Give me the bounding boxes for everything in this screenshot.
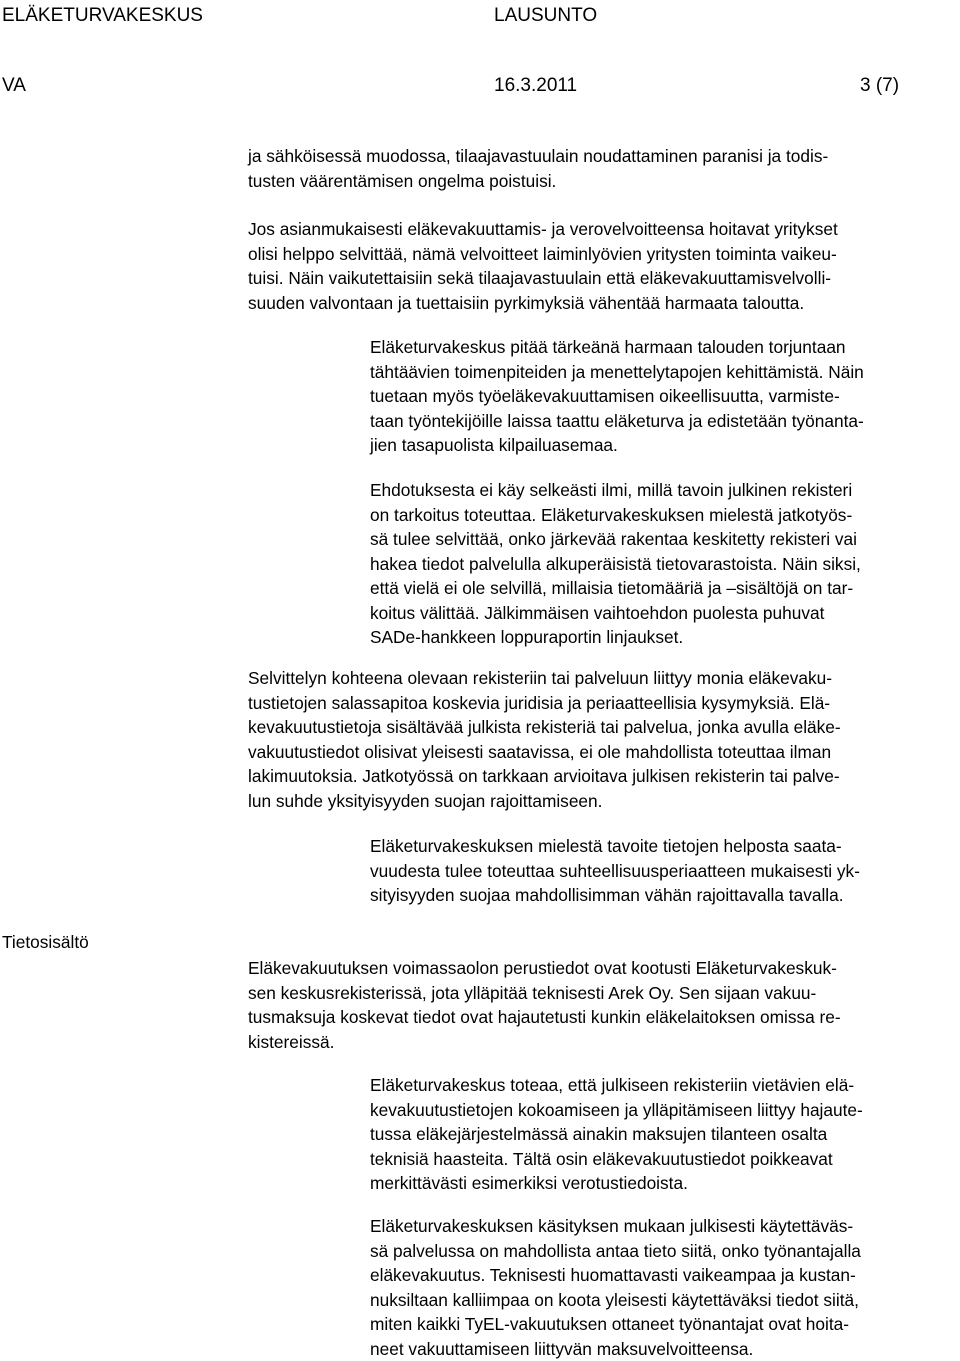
paragraph-line: tustietojen salassapitoa koskevia juridisia ja periaatteellisia kysymyksiä. Elä- xyxy=(248,691,841,716)
paragraph-line: tusmaksuja koskevat tiedot ovat hajautetusti kunkin eläkelaitoksen omissa re- xyxy=(248,1005,841,1030)
paragraph-line: hakea tiedot palvelulla alkuperäisistä tietovarastoista. Näin siksi, xyxy=(370,552,861,577)
paragraph-line: Jos asianmukaisesti eläkevakuuttamis- ja verovelvoitteensa hoitavat yritykset xyxy=(248,217,838,242)
paragraph-line: Eläketurvakeskuksen mielestä tavoite tietojen helposta saata- xyxy=(370,834,860,859)
header-author: VA xyxy=(2,75,26,97)
paragraph-line: että vielä ei ole selvillä, millaisia tietomääriä ja –sisältöjä on tar- xyxy=(370,576,861,601)
paragraph-line: taan työntekijöille laissa taattu eläketurva ja edistetään työnanta- xyxy=(370,409,864,434)
paragraph-line: vakuutustiedot olisivat yleisesti saatavissa, ei ole mahdollista toteuttaa ilman xyxy=(248,740,841,765)
paragraph-line: sä tulee selvittää, onko järkevää rakentaa keskitetty rekisteri vai xyxy=(370,527,861,552)
paragraph-line: ja sähköisessä muodossa, tilaajavastuulain noudattaminen paranisi ja todis- xyxy=(248,144,828,169)
paragraph xyxy=(248,666,841,813)
paragraph xyxy=(248,956,841,1054)
paragraph-line: lakimuutoksia. Jatkotyössä on tarkkaan arvioitava julkisen rekisterin tai palve- xyxy=(248,764,841,789)
side-heading: Tietosisältö xyxy=(2,931,89,953)
paragraph-indented xyxy=(370,335,864,458)
paragraph-line: eläkevakuutus. Teknisesti huomattavasti vaikeampaa ja kustan- xyxy=(370,1263,861,1288)
paragraph-line: merkittävästi esimerkiksi verotustiedoista. xyxy=(370,1171,863,1196)
paragraph-line: lun suhde yksityisyyden suojan rajoittamiseen. xyxy=(248,789,841,814)
paragraph-line: vuudesta tulee toteuttaa suhteellisuusperiaatteen mukaisesti yk- xyxy=(370,859,860,884)
paragraph-line: olisi helppo selvittää, nämä velvoitteet laiminlyövien yritysten toiminta vaikeu- xyxy=(248,242,838,267)
header-doc-type: LAUSUNTO xyxy=(494,5,597,27)
header-date: 16.3.2011 xyxy=(494,75,577,97)
paragraph-line: koitus välittää. Jälkimmäisen vaihtoehdon puolesta puhuvat xyxy=(370,601,861,626)
header-organization: ELÄKETURVAKESKUS xyxy=(2,5,203,27)
paragraph-line: Eläkevakuutuksen voimassaolon perustiedot ovat kootusti Eläketurvakeskuk- xyxy=(248,956,841,981)
paragraph-line: tusten väärentämisen ongelma poistuisi. xyxy=(248,169,828,194)
paragraph-indented xyxy=(370,1073,863,1196)
paragraph-indented xyxy=(370,1214,861,1361)
paragraph-line: Eläketurvakeskus pitää tärkeänä harmaan talouden torjuntaan xyxy=(370,335,864,360)
paragraph-line: Selvittelyn kohteena olevaan rekisteriin tai palveluun liittyy monia eläkevaku- xyxy=(248,666,841,691)
paragraph-line: Eläketurvakeskus toteaa, että julkiseen rekisteriin vietävien elä- xyxy=(370,1073,863,1098)
paragraph-line: nuksiltaan kalliimpaa on koota yleisesti käytettäväksi tiedot siitä, xyxy=(370,1288,861,1313)
paragraph xyxy=(248,144,828,193)
paragraph-line: sä palvelussa on mahdollista antaa tieto siitä, onko työnantajalla xyxy=(370,1239,861,1264)
paragraph-line: suuden valvontaan ja tuettaisiin pyrkimyksiä vähentää harmaata taloutta. xyxy=(248,291,838,316)
paragraph-indented xyxy=(370,478,861,650)
paragraph-line: Eläketurvakeskuksen käsityksen mukaan julkisesti käytettäväs- xyxy=(370,1214,861,1239)
paragraph-line: tuisi. Näin vaikutettaisiin sekä tilaajavastuulain että eläkevakuuttamisvelvolli- xyxy=(248,266,838,291)
paragraph-line: on tarkoitus toteuttaa. Eläketurvakeskuksen mielestä jatkotyös- xyxy=(370,503,861,528)
paragraph-line: tussa eläkejärjestelmässä ainakin maksujen tilanteen osalta xyxy=(370,1122,863,1147)
paragraph xyxy=(248,217,838,315)
paragraph-line: tähtäävien toimenpiteiden ja menettelytapojen kehittämistä. Näin xyxy=(370,360,864,385)
paragraph-line: kevakuutustietojen kokoamiseen ja ylläpitämiseen liittyy hajaute- xyxy=(370,1098,863,1123)
paragraph-line: SADe-hankkeen loppuraportin linjaukset. xyxy=(370,625,861,650)
paragraph-indented xyxy=(370,834,860,908)
paragraph-line: Ehdotuksesta ei käy selkeästi ilmi, millä tavoin julkinen rekisteri xyxy=(370,478,861,503)
header-page-number: 3 (7) xyxy=(860,75,899,97)
paragraph-line: tuetaan myös työeläkevakuuttamisen oikeellisuutta, varmiste- xyxy=(370,384,864,409)
paragraph-line: neet vakuuttamiseen liittyvän maksuvelvoitteensa. xyxy=(370,1337,861,1361)
paragraph-line: teknisiä haasteita. Tältä osin eläkevakuutustiedot poikkeavat xyxy=(370,1147,863,1172)
paragraph-line: sityisyyden suojaa mahdollisimman vähän rajoittavalla tavalla. xyxy=(370,883,860,908)
paragraph-line: jien tasapuolista kilpailuasemaa. xyxy=(370,433,864,458)
paragraph-line: miten kaikki TyEL-vakuutuksen ottaneet työnantajat ovat hoita- xyxy=(370,1312,861,1337)
paragraph-line: kevakuutustietoja sisältävää julkista rekisteriä tai palvelua, jonka avulla eläke- xyxy=(248,715,841,740)
paragraph-line: kistereissä. xyxy=(248,1030,841,1055)
paragraph-line: sen keskusrekisterissä, jota ylläpitää teknisesti Arek Oy. Sen sijaan vakuu- xyxy=(248,981,841,1006)
